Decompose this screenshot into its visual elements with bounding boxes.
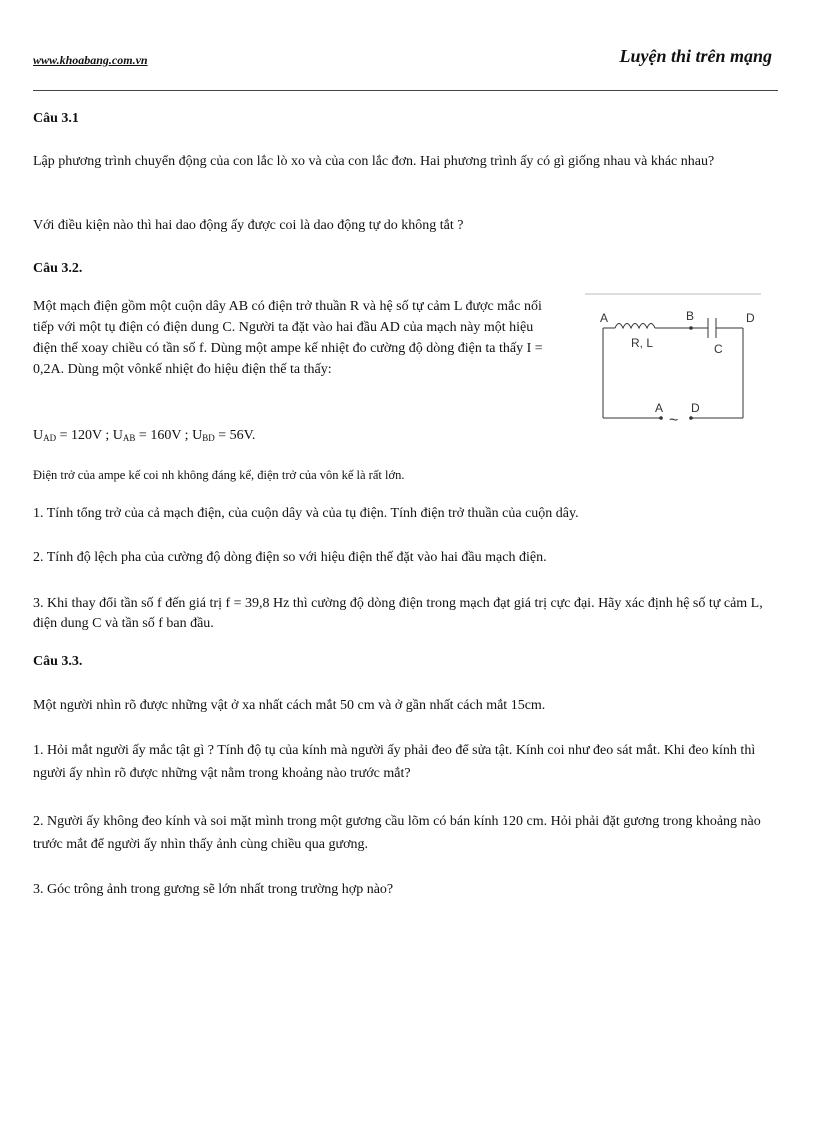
u-bd-value: = 56V.: [214, 428, 256, 443]
q32-title: Câu 3.2.: [33, 261, 83, 276]
q32-item-3: 3. Khi thay đổi tần số f đến giá trị f = 39,8 Hz thì cường độ dòng điện trong mạch đạt giá trị cực đại. Hãy xác định hệ số tự cảm L, điện dung C và tần số f ban đầu.: [33, 596, 763, 631]
label-a-bottom: A: [655, 401, 664, 415]
site-url[interactable]: www.khoabang.com.vn: [33, 53, 148, 67]
node-b: [689, 326, 693, 330]
q32-item-1: 1. Tính tổng trở của cả mạch điện, của cuộn dây và của tụ điện. Tính điện trở thuần của cuộn dây.: [33, 506, 579, 521]
q33-item-3: 3. Góc trông ảnh trong gương sẽ lớn nhất trong trường hợp nào?: [33, 882, 394, 897]
label-d-top: D: [746, 311, 755, 325]
q33-title: Câu 3.3.: [33, 654, 83, 669]
q33-item-1: 1. Hỏi mắt người ấy mắc tật gì ? Tính độ tụ của kính mà người ấy phải đeo để sửa tật. Kính coi như đeo sát mắt. Khi đeo kính thì người ấy nhìn rõ được những vật nằm trong khoảng nào trước mắt?: [33, 743, 756, 781]
terminal-a: [659, 416, 663, 420]
u-ab-subscript: AB: [122, 433, 136, 443]
u-ad-value: = 120V ;: [56, 428, 113, 443]
u-ad-subscript: AD: [43, 433, 57, 443]
q32-note: Điện trở của ampe kế coi nh không đáng kể, điện trở của vôn kế là rất lớn.: [33, 468, 405, 482]
label-d-bottom: D: [691, 401, 700, 415]
q31-paragraph-1: Lập phương trình chuyển động của con lắc lò xo và của con lắc đơn. Hai phương trình ấy có gì giống nhau và khác nhau?: [33, 154, 715, 169]
q32-item-2: 2. Tính độ lệch pha của cường độ dòng điện so với hiệu điện thế đặt vào hai đầu mạch điện.: [33, 550, 547, 565]
u-ab-value: = 160V ;: [135, 428, 193, 443]
u-ad-symbol: U: [33, 428, 44, 443]
header-divider: [33, 90, 778, 91]
q31-title: Câu 3.1: [33, 111, 79, 126]
header-tagline: Luyện thi trên mạng: [619, 46, 772, 66]
terminal-d: [689, 416, 693, 420]
q31-paragraph-2: Với điều kiện nào thì hai dao động ấy được coi là dao động tự do không tắt ?: [33, 218, 464, 233]
q33-intro: Một người nhìn rõ được những vật ở xa nhất cách mắt 50 cm và ở gần nhất cách mắt 15cm.: [33, 698, 546, 713]
label-b: B: [686, 309, 695, 323]
inductor-coil: [615, 324, 655, 329]
q32-intro: Một mạch điện gồm một cuộn dây AB có điện trở thuần R và hệ số tự cảm L được mắc nối tiếp với một tụ điện có điện dung C. Người ta đặt vào hai đầu AD của mạch này một hiệu điện thế xoay chiều có tần số f. Dùng một ampe kế nhiệt đo cường độ dòng điện ta thấy I = 0,2A. Dùng một vônkế nhiệt đo hiệu điện thế ta thấy:: [33, 299, 543, 377]
q33-item-2: 2. Người ấy không đeo kính và soi mặt mình trong một gương cầu lõm có bán kính 120 cm. Hỏi phải đặt gương trong khoảng nào trước mắt để người ấy nhìn thấy ảnh cùng chiều qua gương.: [33, 814, 761, 852]
label-a-top: A: [600, 311, 609, 325]
label-rl: R, L: [631, 336, 654, 350]
u-bd-symbol: U: [192, 428, 203, 443]
u-ab-symbol: U: [112, 428, 123, 443]
voltage-readings: [33, 426, 255, 448]
label-c: C: [714, 342, 723, 356]
circuit-diagram: [585, 290, 765, 435]
u-bd-subscript: BD: [202, 433, 215, 443]
ac-source-symbol: ~: [669, 412, 679, 429]
